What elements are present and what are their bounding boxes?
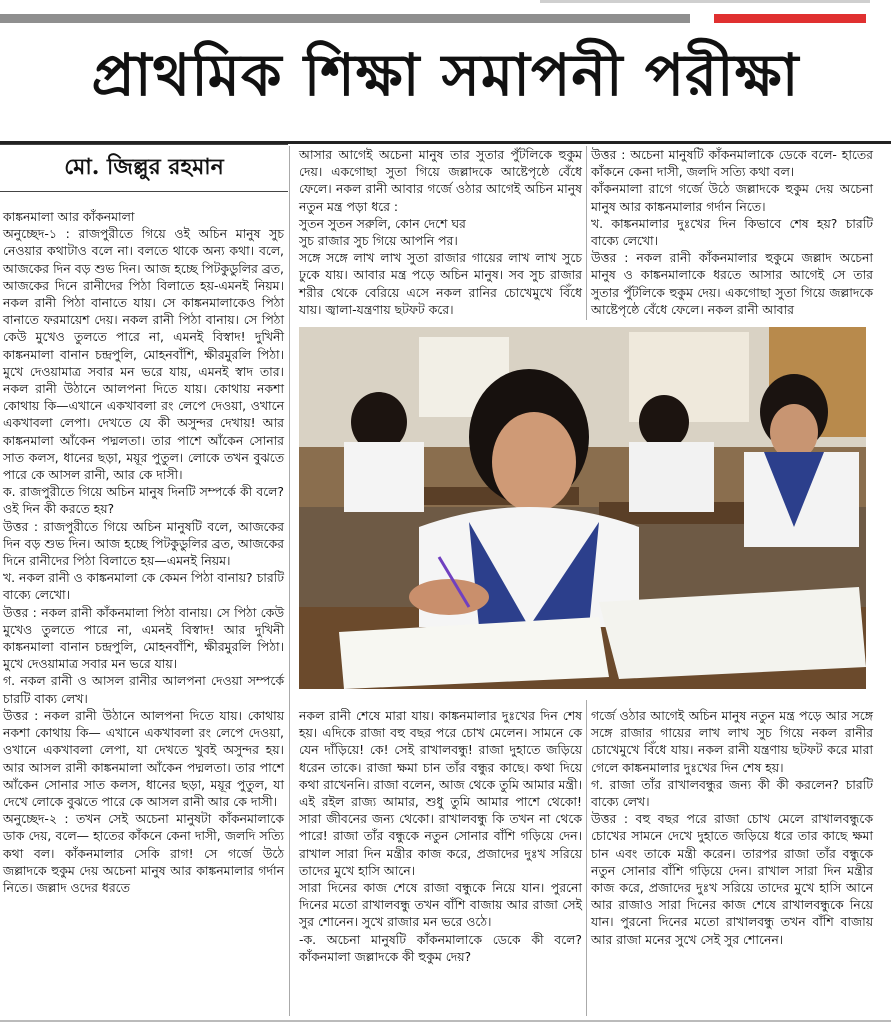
students-exam-photo (299, 327, 866, 689)
column-divider (586, 700, 587, 1016)
column-text: আসার আগেই অচেনা মানুষ তার সুতার পুঁটলিকে হুকুম দেয়। একগোছা সুতা গিয়ে জল্লাদকে আষ্টেপৃষ্ঠে বেঁধে ফেলে। নকল রানী আবার গর্জে ওঠার আগেই অচিন মানুষ নতুন মন্ত্র পড়া ধরে : সুতন সুতন সরুলি, কোন দেশে ঘর সুচ রাজার সুচ গিয়ে আপনি পর। সঙ্গে সঙ্গে লাখ লাখ সুতা রাজার গায়ের লাখ লাখ সুচে ঢুকে যায়। আবার মন্ত্র পড়ে অচিন মানুষ। সব সুচ রাজার শরীর থেকে বেরিয়ে এসে নকল রানির চোখেমুখে বিঁধে যায়। জ্বালা-যন্ত্রণায় ছটফট করে। (299, 147, 582, 317)
article-column-1 (3, 208, 284, 896)
article-column-5 (591, 707, 873, 948)
column-text: নকল রানী শেষে মারা যায়। কাঙ্কনমালার দুঃখের দিন শেষ হয়। এদিকে রাজা বহু বছর পরে চোখ মেলেন। সামনে কে যেন দাঁড়িয়ে! কে! সেই রাখালবন্ধু! রাজা দুহাতে জড়িয়ে ধরেন তাকে। রাজা ক্ষমা চান তাঁর বন্ধুর কাছে। কথা দিয়ে কথা রাখেননি। রাজা বলেন, আজ থেকে তুমি আমার মন্ত্রী। এই রইল রাজ্য আমার, শুধু তুমি আমার পাশে থেকো! সারা জীবনের জন্য থেকো। রাখালবন্ধু কি তখন না থেকে পারে! রাজা তাঁর বন্ধুকে নতুন সোনার বাঁশি গড়িয়ে দেন। রাখাল সারা দিন মন্ত্রীর কাজ করে, প্রজাদের দুঃখ সরিয়ে তাদের মুখে হাসি আনে। সারা দিনের কাজ শেষে রাজা বন্ধুকে নিয়ে যান। পুরনো দিনের মতো রাখালবন্ধু তখন বাঁশি বাজায় আর রাজা সেই সুর শোনেন। সুখে রাজার মন ভরে ওঠে। -ক. অচেনা মানুষটি কাঁকনমালাকে ডেকে কী বলে? কাঁকনমালা জল্লাদকে কী হুকুম দেয়? (299, 708, 582, 964)
article-column-2 (299, 146, 582, 318)
column-text: গর্জে ওঠার আগেই অচিন মানুষ নতুন মন্ত্র পড়ে আর সঙ্গে সঙ্গে রাজার গায়ের লাখ লাখ সুচ গিয়ে নকল রানীর চোখেমুখে বিঁধে যায়। নকল রানী যন্ত্রণায় ছটফট করে মারা গেলে কাঙ্কনমালার দুঃখের দিন শেষ হয়। গ. রাজা তাঁর রাখালবন্ধুর জন্য কী কী করলেন? চারটি বাক্যে লেখ। উত্তর : বহু বছর পরে রাজা চোখ মেলে রাখালবন্ধুকে চোখের সামনে দেখে দুহাতে জড়িয়ে ধরে তার কাছে ক্ষমা চান এবং তাকে মন্ত্রী করেন। তারপর রাজা তাঁর বন্ধুকে নতুন সোনার বাঁশি গড়িয়ে দেন। রাখাল সারা দিন মন্ত্রীর কাজ করে, প্রজাদের দুঃখ সরিয়ে তাদের মুখে হাসি আনে আর রাজাও সারা দিনের কাজ শেষে রাখালবন্ধুকে নিয়ে যান। পুরনো দিনের মতো রাখালবন্ধু তখন বাঁশি বাজায় আর রাজা মনের সুখে সেই সুর শোনেন। (591, 708, 873, 947)
top-thin-rule (540, 0, 870, 3)
author-byline: মো. জিল্লুর রহমান (64, 154, 224, 180)
column-text: উত্তর : অচেনা মানুষটি কাঁকনমালাকে ডেকে বলে- হাতের কাঁকনে কেনা দাসী, জলদি সত্যি কথা বল। কাঁকনমালা রাগে গর্জে উঠে জল্লাদকে হুকুম দেয় অচেনা মানুষ আর কাঙ্কনমালার গর্দান নিতে। খ. কাঙ্কনমালার দুঃখের দিন কিভাবে শেষ হয়? চারটি বাক্যে লেখো। উত্তর : নকল রানী কাঁকনমালার হুকুমে জল্লাদ অচেনা মানুষ ও কাঙ্কনমালাকে ধরতে আসার আগেই সে তার সুতার পুঁটলিকে হুকুম দেয়। একগোছা সুতা গিয়ে জল্লাদকে আষ্টেপৃষ্ঠে বেঁধে ফেলে। নকল রানী আবার (591, 147, 873, 317)
footer-rule (0, 1020, 891, 1022)
header-red-bar (714, 14, 866, 23)
article-column-4 (299, 707, 582, 965)
page-title: প্রাথমিক শিক্ষা সমাপনী পরীক্ষা (91, 41, 800, 109)
article-column-3 (591, 146, 873, 318)
column-divider (586, 146, 587, 320)
column-text: কাঙ্কনমালা আর কাঁকনমালা অনুচ্ছেদ-১ : রাজপুরীতে গিয়ে ওই অচিন মানুষ সুচ নেওয়ার কথাটাও বলে না। বলতে থাকে অন্য কথা। বলে, আজকের দিন বড় শুভ দিন। আজ হচ্ছে পিটকুডুলির ব্রত, আজকের দিনে রানীদের পিঠা বিলাতে হয়-এমনই নিয়ম। নকল রানী পিঠা বানাতে যায়। সে কাঙ্কনমালাকেও পিঠা বানাতে ফরমায়েশ দেয়। নকল রানী পিঠা বানায়। সে পিঠা কেউ মুখেও তুলতে পারে না, এমনই বিস্বাদ! দুখিনী কাঙ্কনমালা বানান চন্দ্রপুলি, মোহনবাঁশি, ক্ষীরমুরলি পিঠা। মুখে দেওয়ামাত্র সবার মন ভরে যায়, এমনই স্বাদ তার। নকল রানী উঠানে আলপনা দিতে যায়। কোথায় নকশা কোথায় কি—এখানে একখাবলা রং লেপে দেওয়া, ওখানে একখাবলা লেপা। দেখতে যে কী অসুন্দর দেখায়! আর কাঙ্কনমালা আঁকেন পদ্মলতা। তার পাশে আঁকেন সোনার সাত কলস, ধানের ছড়া, ময়ূর পুতুল। লোকে তখন বুঝতে পারে কে আসল রানী, আর কে দাসী। ক. রাজপুরীতে গিয়ে অচিন মানুষ দিনটি সম্পর্কে কী বলে? ওই দিন কী করতে হয়? উত্তর : রাজপুরীতে গিয়ে অচিন মানুষটি বলে, আজকের দিন বড় শুভ দিন। আজ হচ্ছে পিটকুডুলির ব্রত, আজকের দিনে রানীদের পিঠা বিলাতে হয়—এমনই নিয়ম। খ. নকল রানী ও কাঙ্কনমালা কে কেমন পিঠা বানায়? চারটি বাক্যে লেখো। উত্তর : নকল রানী কাঁকনমালা পিঠা বানায়। সে পিঠা কেউ মুখেও তুলতে পারে না, এমনই বিস্বাদ! আর দুখিনী কাঙ্কনমালা বানান চন্দ্রপুলি, মোহনবাঁশি, ক্ষীরমুরলি পিঠা। মুখে দেওয়ামাত্র সবার মন ভরে যায়। গ. নকল রানী ও আসল রানীর আলপনা দেওয়া সম্পর্কে চারটি বাক্য লেখ। উত্তর : নকল রানী উঠানে আলপনা দিতে যায়। কোথায় নকশা কোথায় কি— এখানে একখাবলা রং লেপে দেওয়া, ওখানে একখাবলা লেপা, যা দেখতে খুবই অসুন্দর হয়। আর আসল রানী কাঙ্কনমালা আঁকেন পদ্মলতা। তার পাশে আঁকেন সোনার সাত কলস, ধানের ছড়া, ময়ূর পুতুল, যা দেখে লোকে বুঝতে পারে কে আসল রানী আর কে দাসী। অনুচ্ছেদ-২ : তখন সেই অচেনা মানুষটা কাঁকনমালাকে ডাক দেয়, বলে— হাতের কাঁকনে কেনা দাসী, জলদি সত্যি কথা বল। কাঁকনমালার সেকি রাগ! সে গর্জে উঠে জল্লাদকে হুকুম দেয় অচেনা মানুষ আর কাঙ্কনমালার গর্দান নিতে। জল্লাদ ওদের ধরতে (3, 209, 284, 895)
header-gray-bar (0, 14, 690, 23)
column-divider (289, 146, 290, 1016)
